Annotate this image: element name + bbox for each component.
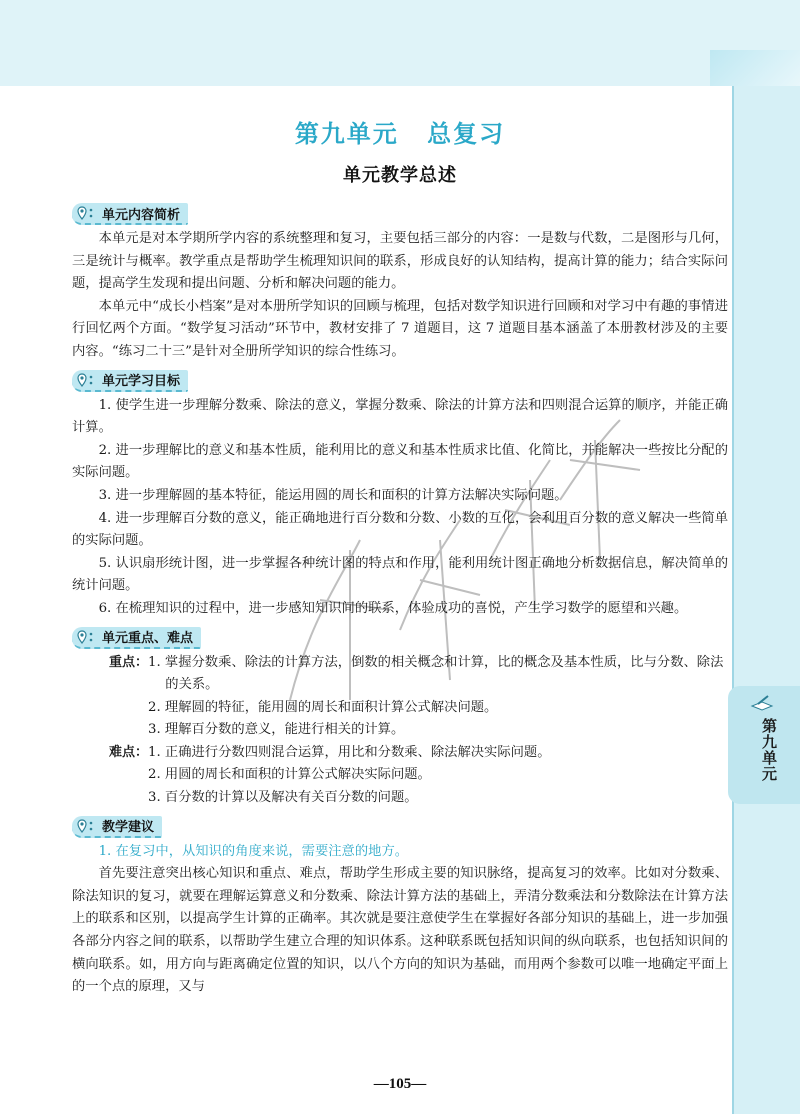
page-number: —105— (373, 1076, 427, 1092)
key-difficult-block (72, 652, 728, 810)
key-difficult-section-header (72, 627, 201, 649)
key-point-item: 3. 理解百分数的意义，能进行相关的计算。 (148, 722, 405, 738)
book-pencil-icon (750, 694, 774, 712)
location-pin-icon (76, 629, 98, 645)
goal-item: 3. 进一步理解圆的基本特征，能运用圆的周长和面积的计算方法解决实际问题。 (98, 487, 568, 503)
page-content (72, 100, 728, 999)
overview-paragraph-2: 本单元中“成长小档案”是对本册所学知识的回顾与梳理，包括对数学知识进行回顾和对学习中有趣的事情进行回忆两个方面。“数学复习活动”环节中，教材安排了 7 道题目，这 7 道题目基本涵盖了本册教材涉及的主要内容。“练习二十三”是针对全册所学知识的综合性练习。 (72, 298, 728, 359)
goal-item: 5. 认识扇形统计图，进一步掌握各种统计图的特点和作用，能利用统计图正确地分析数据信息，解决简单的统计问题。 (72, 555, 728, 594)
difficult-point-item: 1. 正确进行分数四则混合运算，用比和分数乘、除法解决实际问题。 (148, 744, 551, 760)
goals-heading: 单元学习目标 (102, 374, 181, 390)
difficult-points-label: 难点： (108, 744, 148, 760)
key-point-item: 1. 掌握分数乘、除法的计算方法，倒数的相关概念和计算，比的概念及基本性质，比与分数、除法的关系。 (148, 654, 724, 693)
unit-title: 第九单元 总复习 (294, 120, 506, 148)
header-fold-decoration (710, 50, 800, 86)
location-pin-icon (76, 205, 98, 221)
goal-item: 6. 在梳理知识的过程中，进一步感知知识间的联系，体验成功的喜悦，产生学习数学的愿望和兴趣。 (98, 600, 688, 616)
difficult-points-list (148, 742, 728, 810)
goals-section-header (72, 370, 188, 392)
key-difficult-heading: 单元重点、难点 (102, 631, 194, 646)
unit-side-tab[interactable] (728, 686, 800, 804)
side-strip (732, 86, 800, 1114)
location-pin-icon (76, 372, 98, 388)
section-title: 单元教学总述 (343, 165, 457, 186)
side-strip-edge (732, 86, 734, 1114)
advice-heading: 教学建议 (102, 820, 155, 836)
key-points-row (72, 652, 728, 742)
goal-item: 4. 进一步理解百分数的意义，能正确地进行百分数和分数、小数的互化，会利用百分数的意义解决一些简单的实际问题。 (72, 510, 728, 549)
key-point-item: 2. 理解圆的特征，能用圆的周长和面积计算公式解决问题。 (148, 699, 498, 715)
difficult-point-item: 3. 百分数的计算以及解决有关百分数的问题。 (148, 790, 418, 806)
key-points-list (148, 652, 728, 742)
top-header-band (0, 0, 800, 86)
location-pin-icon (76, 818, 98, 834)
overview-section-header (72, 203, 188, 225)
advice-subheading: 1. 在复习中，从知识的角度来说，需要注意的地方。 (98, 843, 409, 859)
side-tab-label: 第九单元 (760, 718, 778, 782)
advice-paragraph-1: 首先要注意突出核心知识和重点、难点，帮助学生形成主要的知识脉络，提高复习的效率。比如对分数乘、除法知识的复习，就要在理解运算意义和分数乘、除法计算方法的基础上，弄清分数乘法和分数除法在计算方法上的联系和区别，以提高学生计算的正确率。其次就是要注意使学生在掌握好各部分知识的基础上，进一步加强各部分内容之间的联系，以帮助学生建立合理的知识体系。这种联系既包括知识间的纵向联系，也包括知识间的横向联系。如，用方向与距离确定位置的知识，以八个方向的知识为基础，而用两个参数可以唯一地确定平面上的一个点的原理，又与 (72, 866, 728, 995)
goals-list (72, 395, 728, 621)
overview-heading: 单元内容简析 (102, 207, 181, 223)
goal-item: 2. 进一步理解比的意义和基本性质，能利用比的意义和基本性质求比值、化简比，并能解决一些按比分配的实际问题。 (72, 442, 728, 481)
difficult-points-row (72, 742, 728, 810)
overview-paragraph-1: 本单元是对本学期所学内容的系统整理和复习，主要包括三部分的内容：一是数与代数，二是图形与几何，三是统计与概率。教学重点是帮助学生梳理知识间的联系，形成良好的认知结构，提高计算的能力；结合实际问题，提高学生发现和提出问题、分析和解决问题的能力。 (72, 231, 728, 292)
advice-section-header (72, 816, 162, 838)
difficult-point-item: 2. 用圆的周长和面积的计算公式解决实际问题。 (148, 767, 431, 783)
key-points-label: 重点： (108, 654, 148, 670)
goal-item: 1. 使学生进一步理解分数乘、除法的意义，掌握分数乘、除法的计算方法和四则混合运算的顺序，并能正确计算。 (72, 397, 728, 436)
